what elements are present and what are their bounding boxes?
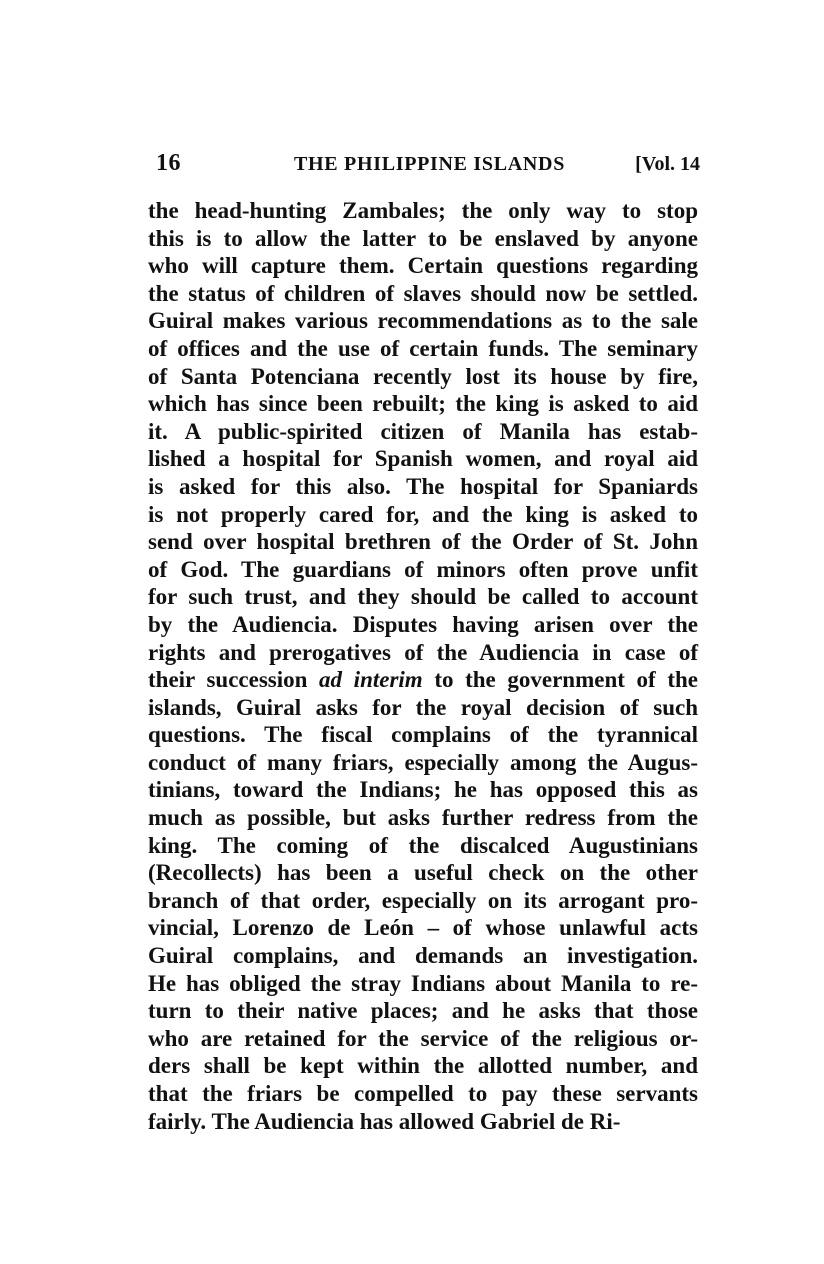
- text-line: send over hospital brethren of the Order of St. John: [148, 529, 698, 555]
- text-line: rights and prerogatives of the Audiencia in case of: [148, 639, 698, 665]
- text-line: this is to allow the latter to be enslaved by anyone: [148, 225, 698, 251]
- text-line: who are retained for the service of the religious or-: [148, 1025, 698, 1051]
- text-line: Guiral makes various recommendations as to the sale: [148, 308, 698, 334]
- text-segment: to the government of the: [422, 667, 698, 693]
- italic-term: ad interim: [319, 667, 423, 693]
- text-line: much as possible, but asks further redress from the: [148, 805, 698, 831]
- text-line: fairly. The Audiencia has allowed Gabriel de Ri-: [148, 1108, 621, 1134]
- text-line: is not properly cared for, and the king is asked to: [148, 501, 698, 527]
- text-line: which has since been rebuilt; the king is asked to aid: [148, 391, 698, 417]
- text-line: king. The coming of the discalced Augustinians: [148, 832, 698, 858]
- text-line: ders shall be kept within the allotted number, and: [148, 1053, 698, 1079]
- running-title: THE PHILIPPINE ISLANDS: [294, 153, 566, 175]
- body-text: [148, 197, 698, 1135]
- text-line: who will capture them. Certain questions regarding: [148, 253, 698, 279]
- text-line: the status of children of slaves should now be settled.: [148, 280, 698, 306]
- text-line: He has obliged the stray Indians about Manila to re-: [148, 970, 698, 996]
- text-line: it. A public-spirited citizen of Manila has estab-: [148, 418, 698, 444]
- text-line: the head-hunting Zambales; the only way to stop: [148, 198, 698, 223]
- text-line: questions. The fiscal complains of the tyrannical: [148, 722, 698, 748]
- text-line: of God. The guardians of minors often prove unfit: [148, 556, 698, 582]
- volume-mark: [Vol. 14: [635, 153, 700, 175]
- text-line: conduct of many friars, especially among the Augus-: [148, 749, 698, 775]
- text-line: that the friars be compelled to pay these servants: [148, 1081, 698, 1106]
- text-line: branch of that order, especially on its arrogant pro-: [148, 887, 698, 913]
- text-line: for such trust, and they should be called to account: [148, 584, 698, 610]
- text-line: turn to their native places; and he asks that those: [148, 998, 698, 1024]
- text-line: of offices and the use of certain funds. The seminary: [148, 335, 698, 361]
- text-segment: their succession: [148, 667, 320, 693]
- text-line: (Recollects) has been a useful check on the other: [148, 860, 698, 886]
- text-line: islands, Guiral asks for the royal decision of such: [148, 694, 698, 720]
- text-line: by the Audiencia. Disputes having arisen over the: [148, 611, 698, 637]
- text-line: tinians, toward the Indians; he has opposed this as: [148, 777, 698, 803]
- text-line: is asked for this also. The hospital for Spaniards: [148, 473, 698, 499]
- page-number: 16: [156, 150, 181, 176]
- text-line: vincial, Lorenzo de León – of whose unlawful acts: [148, 915, 698, 941]
- text-line: Guiral complains, and demands an investigation.: [148, 943, 698, 969]
- text-line: lished a hospital for Spanish women, and royal aid: [148, 446, 698, 472]
- running-head: [156, 150, 700, 180]
- text-line-with-italic: [148, 666, 698, 694]
- text-line: of Santa Potenciana recently lost its house by fire,: [148, 363, 698, 389]
